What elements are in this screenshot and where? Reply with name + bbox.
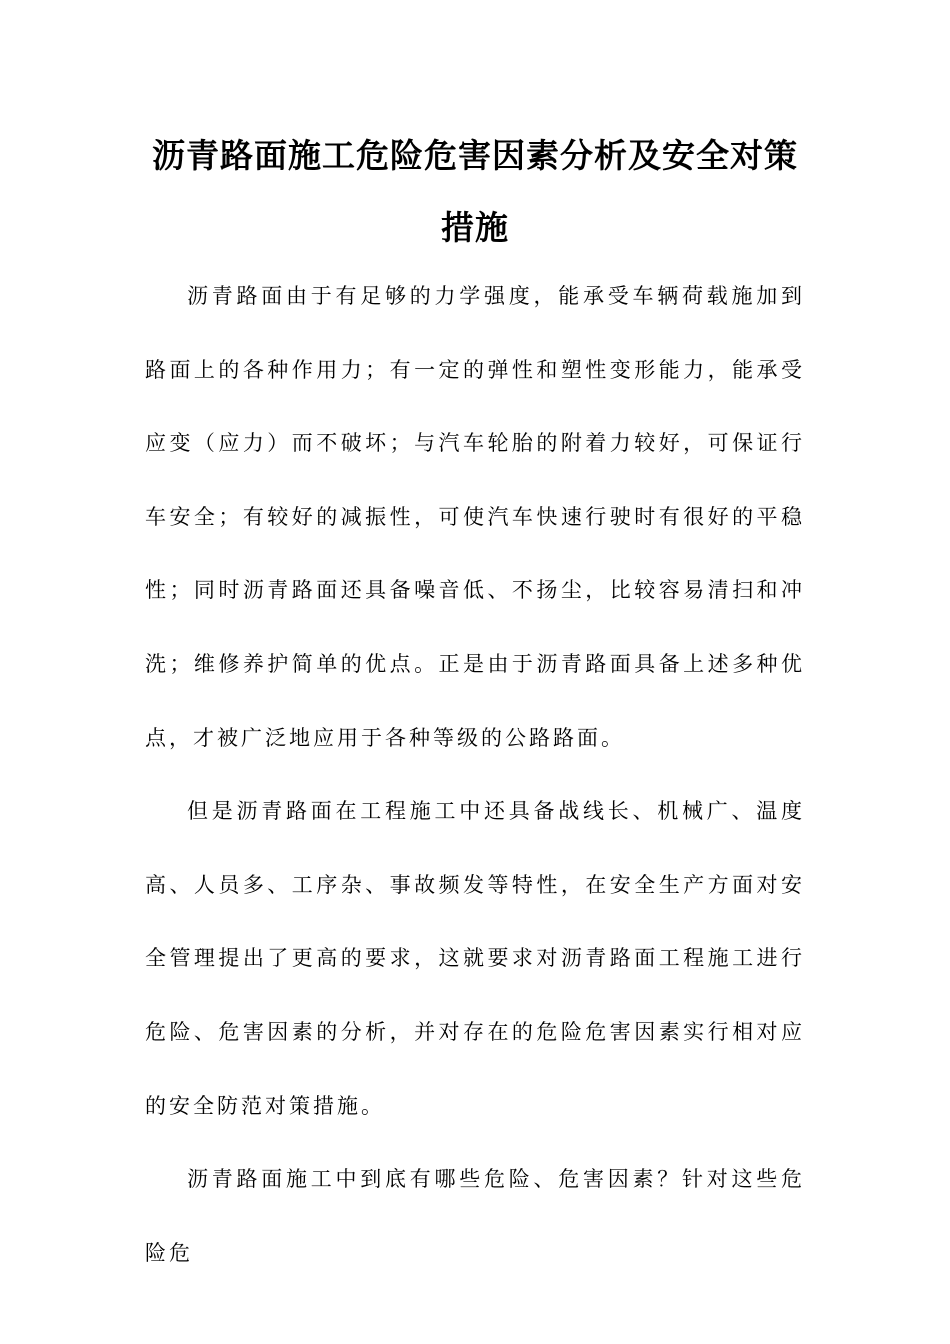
paragraph-3: 沥青路面施工中到底有哪些危险、危害因素？针对这些危险危 (145, 1167, 805, 1265)
document-body (145, 260, 805, 1290)
paragraph-1: 沥青路面由于有足够的力学强度，能承受车辆荷载施加到路面上的各种作用力；有一定的弹性和塑性变形能力，能承受应变（应力）而不破坏；与汽车轮胎的附着力较好，可保证行车安全；有较好的减振性，可使汽车快速行驶时有很好的平稳性；同时沥青路面还具备噪音低、不扬尘，比较容易清扫和冲洗；维修养护简单的优点。正是由于沥青路面具备上述多种优点，才被广泛地应用于各种等级的公路路面。 (145, 284, 805, 750)
document-title: 沥青路面施工危险危害因素分析及安全对策措施 (152, 136, 798, 247)
paragraph-2: 但是沥青路面在工程施工中还具备战线长、机械广、温度高、人员多、工序杂、事故频发等特性，在安全生产方面对安全管理提出了更高的要求，这就要求对沥青路面工程施工进行危险、危害因素的分析，并对存在的危险危害因素实行相对应的安全防范对策措施。 (145, 799, 805, 1118)
